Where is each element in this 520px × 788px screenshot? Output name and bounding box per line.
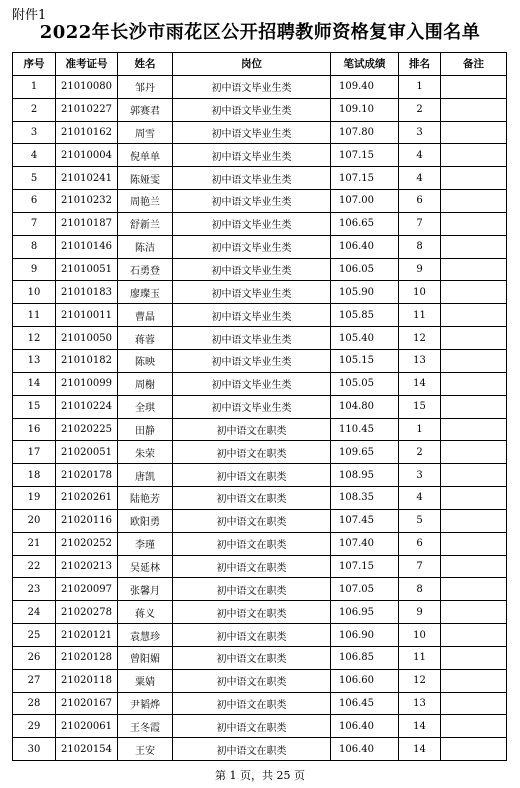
cell-score: 106.40 (331, 235, 399, 258)
cell-rank: 6 (399, 190, 441, 213)
cell-exam-id: 21010162 (56, 121, 118, 144)
table-row (13, 304, 507, 327)
cell-exam-id: 21010099 (56, 372, 118, 395)
cell-remarks (441, 601, 507, 624)
cell-index: 15 (13, 395, 56, 418)
column-header-remarks: 备注 (441, 53, 507, 76)
cell-name: 陈娅雯 (118, 167, 173, 190)
cell-rank: 11 (399, 304, 441, 327)
table-row (13, 349, 507, 372)
cell-name: 唐凯 (118, 464, 173, 487)
cell-remarks (441, 258, 507, 281)
table-body (13, 75, 507, 760)
cell-name: 袁慧珍 (118, 624, 173, 647)
cell-position: 初中语文毕业生类 (173, 190, 331, 213)
cell-index: 23 (13, 578, 56, 601)
candidate-table (12, 52, 507, 761)
table-row (13, 646, 507, 669)
cell-name: 廖璨玉 (118, 281, 173, 304)
table-row (13, 578, 507, 601)
cell-name: 曾阳媚 (118, 646, 173, 669)
cell-index: 24 (13, 601, 56, 624)
table-row (13, 167, 507, 190)
table-row (13, 418, 507, 441)
table-row (13, 532, 507, 555)
cell-name: 周艳兰 (118, 190, 173, 213)
cell-remarks (441, 509, 507, 532)
cell-exam-id: 21010187 (56, 212, 118, 235)
cell-rank: 6 (399, 532, 441, 555)
cell-index: 18 (13, 464, 56, 487)
cell-name: 尹韬烨 (118, 692, 173, 715)
cell-index: 21 (13, 532, 56, 555)
page-footer: 第 1 页，共 25 页 (215, 769, 305, 782)
cell-remarks (441, 555, 507, 578)
cell-rank: 4 (399, 167, 441, 190)
cell-position: 初中语文在职类 (173, 418, 331, 441)
cell-index: 1 (13, 75, 56, 98)
cell-score: 106.65 (331, 212, 399, 235)
cell-index: 25 (13, 624, 56, 647)
cell-remarks (441, 121, 507, 144)
table-row (13, 509, 507, 532)
cell-name: 陆艳芳 (118, 487, 173, 510)
cell-exam-id: 21020118 (56, 669, 118, 692)
cell-exam-id: 21010050 (56, 327, 118, 350)
cell-exam-id: 21020252 (56, 532, 118, 555)
table-row (13, 441, 507, 464)
cell-index: 14 (13, 372, 56, 395)
cell-score: 107.45 (331, 509, 399, 532)
cell-exam-id: 21020128 (56, 646, 118, 669)
cell-position: 初中语文在职类 (173, 509, 331, 532)
cell-remarks (441, 395, 507, 418)
cell-name: 周榭 (118, 372, 173, 395)
column-header-rank: 排名 (399, 53, 441, 76)
cell-remarks (441, 167, 507, 190)
cell-position: 初中语文在职类 (173, 464, 331, 487)
cell-name: 蒋蓉 (118, 327, 173, 350)
cell-score: 105.05 (331, 372, 399, 395)
cell-score: 106.85 (331, 646, 399, 669)
cell-exam-id: 21020051 (56, 441, 118, 464)
table-row (13, 669, 507, 692)
cell-name: 田静 (118, 418, 173, 441)
cell-exam-id: 21010182 (56, 349, 118, 372)
cell-exam-id: 21020061 (56, 715, 118, 738)
cell-rank: 3 (399, 121, 441, 144)
cell-rank: 5 (399, 509, 441, 532)
cell-position: 初中语文在职类 (173, 555, 331, 578)
cell-name: 李瑾 (118, 532, 173, 555)
cell-index: 19 (13, 487, 56, 510)
cell-position: 初中语文在职类 (173, 532, 331, 555)
cell-rank: 10 (399, 281, 441, 304)
table-row (13, 75, 507, 98)
cell-score: 104.80 (331, 395, 399, 418)
cell-rank: 12 (399, 669, 441, 692)
cell-score: 107.40 (331, 532, 399, 555)
cell-index: 8 (13, 235, 56, 258)
cell-index: 2 (13, 98, 56, 121)
cell-index: 3 (13, 121, 56, 144)
cell-remarks (441, 441, 507, 464)
table-row (13, 212, 507, 235)
cell-index: 11 (13, 304, 56, 327)
cell-exam-id: 21010011 (56, 304, 118, 327)
cell-exam-id: 21020167 (56, 692, 118, 715)
column-header-score: 笔试成绩 (331, 53, 399, 76)
cell-exam-id: 21010004 (56, 144, 118, 167)
cell-name: 郭赛君 (118, 98, 173, 121)
cell-score: 107.15 (331, 144, 399, 167)
cell-score: 108.95 (331, 464, 399, 487)
cell-rank: 4 (399, 144, 441, 167)
cell-name: 蒋义 (118, 601, 173, 624)
cell-position: 初中语文在职类 (173, 669, 331, 692)
table-row (13, 395, 507, 418)
cell-name: 陈映 (118, 349, 173, 372)
cell-position: 初中语文毕业生类 (173, 258, 331, 281)
attachment-label: 附件1 (12, 8, 47, 23)
cell-exam-id: 21020178 (56, 464, 118, 487)
cell-position: 初中语文毕业生类 (173, 144, 331, 167)
cell-remarks (441, 715, 507, 738)
cell-rank: 14 (399, 715, 441, 738)
cell-position: 初中语文在职类 (173, 624, 331, 647)
cell-remarks (441, 372, 507, 395)
cell-rank: 9 (399, 258, 441, 281)
cell-exam-id: 21020213 (56, 555, 118, 578)
cell-remarks (441, 304, 507, 327)
cell-rank: 12 (399, 327, 441, 350)
column-header-index: 序号 (13, 53, 56, 76)
cell-index: 13 (13, 349, 56, 372)
cell-score: 106.60 (331, 669, 399, 692)
cell-remarks (441, 624, 507, 647)
cell-score: 109.40 (331, 75, 399, 98)
cell-score: 107.80 (331, 121, 399, 144)
table-row (13, 555, 507, 578)
cell-rank: 1 (399, 418, 441, 441)
column-header-position: 岗位 (173, 53, 331, 76)
cell-index: 29 (13, 715, 56, 738)
table-row (13, 121, 507, 144)
table-row (13, 190, 507, 213)
table-row (13, 715, 507, 738)
cell-position: 初中语文在职类 (173, 738, 331, 761)
cell-remarks (441, 738, 507, 761)
cell-name: 吴延林 (118, 555, 173, 578)
table-header-row (13, 53, 507, 76)
cell-remarks (441, 464, 507, 487)
cell-rank: 13 (399, 349, 441, 372)
cell-position: 初中语文在职类 (173, 441, 331, 464)
cell-exam-id: 21020116 (56, 509, 118, 532)
cell-exam-id: 21020097 (56, 578, 118, 601)
cell-name: 舒新兰 (118, 212, 173, 235)
table-row (13, 601, 507, 624)
column-header-name: 姓名 (118, 53, 173, 76)
cell-position: 初中语文毕业生类 (173, 327, 331, 350)
cell-score: 107.15 (331, 167, 399, 190)
cell-index: 12 (13, 327, 56, 350)
cell-exam-id: 21020121 (56, 624, 118, 647)
cell-index: 9 (13, 258, 56, 281)
table-row (13, 258, 507, 281)
table-row (13, 281, 507, 304)
cell-position: 初中语文在职类 (173, 715, 331, 738)
cell-remarks (441, 349, 507, 372)
cell-rank: 10 (399, 624, 441, 647)
table-row (13, 327, 507, 350)
cell-rank: 4 (399, 487, 441, 510)
cell-name: 全琪 (118, 395, 173, 418)
cell-position: 初中语文毕业生类 (173, 395, 331, 418)
table-row (13, 692, 507, 715)
cell-score: 106.05 (331, 258, 399, 281)
cell-remarks (441, 144, 507, 167)
cell-remarks (441, 692, 507, 715)
cell-position: 初中语文在职类 (173, 578, 331, 601)
cell-remarks (441, 532, 507, 555)
cell-remarks (441, 646, 507, 669)
cell-position: 初中语文在职类 (173, 601, 331, 624)
cell-exam-id: 21020278 (56, 601, 118, 624)
cell-score: 107.00 (331, 190, 399, 213)
cell-exam-id: 21010232 (56, 190, 118, 213)
cell-rank: 3 (399, 464, 441, 487)
cell-rank: 7 (399, 555, 441, 578)
cell-position: 初中语文毕业生类 (173, 349, 331, 372)
cell-name: 粟婧 (118, 669, 173, 692)
cell-remarks (441, 418, 507, 441)
cell-position: 初中语文毕业生类 (173, 372, 331, 395)
cell-rank: 13 (399, 692, 441, 715)
cell-exam-id: 21020261 (56, 487, 118, 510)
cell-name: 朱荣 (118, 441, 173, 464)
cell-score: 106.45 (331, 692, 399, 715)
cell-exam-id: 21010080 (56, 75, 118, 98)
cell-remarks (441, 212, 507, 235)
cell-exam-id: 21020154 (56, 738, 118, 761)
cell-exam-id: 21020225 (56, 418, 118, 441)
cell-name: 周雪 (118, 121, 173, 144)
cell-index: 27 (13, 669, 56, 692)
cell-name: 曹晶 (118, 304, 173, 327)
cell-name: 王安 (118, 738, 173, 761)
cell-exam-id: 21010224 (56, 395, 118, 418)
table-row (13, 235, 507, 258)
cell-name: 邹丹 (118, 75, 173, 98)
cell-rank: 2 (399, 98, 441, 121)
cell-score: 105.40 (331, 327, 399, 350)
cell-exam-id: 21010146 (56, 235, 118, 258)
cell-score: 109.10 (331, 98, 399, 121)
cell-remarks (441, 487, 507, 510)
cell-remarks (441, 235, 507, 258)
cell-score: 107.05 (331, 578, 399, 601)
cell-remarks (441, 578, 507, 601)
cell-score: 109.65 (331, 441, 399, 464)
cell-position: 初中语文在职类 (173, 692, 331, 715)
cell-position: 初中语文毕业生类 (173, 281, 331, 304)
cell-rank: 14 (399, 372, 441, 395)
cell-rank: 9 (399, 601, 441, 624)
cell-rank: 15 (399, 395, 441, 418)
cell-score: 105.15 (331, 349, 399, 372)
cell-remarks (441, 669, 507, 692)
table-row (13, 487, 507, 510)
cell-position: 初中语文毕业生类 (173, 121, 331, 144)
cell-remarks (441, 98, 507, 121)
cell-score: 107.15 (331, 555, 399, 578)
cell-position: 初中语文毕业生类 (173, 98, 331, 121)
cell-name: 倪单单 (118, 144, 173, 167)
cell-exam-id: 21010183 (56, 281, 118, 304)
cell-position: 初中语文在职类 (173, 487, 331, 510)
table-row (13, 144, 507, 167)
table-row (13, 464, 507, 487)
cell-remarks (441, 190, 507, 213)
cell-rank: 11 (399, 646, 441, 669)
cell-name: 欧阳勇 (118, 509, 173, 532)
cell-rank: 14 (399, 738, 441, 761)
cell-name: 陈洁 (118, 235, 173, 258)
cell-score: 106.95 (331, 601, 399, 624)
cell-position: 初中语文毕业生类 (173, 167, 331, 190)
cell-remarks (441, 327, 507, 350)
cell-index: 28 (13, 692, 56, 715)
cell-remarks (441, 281, 507, 304)
cell-exam-id: 21010241 (56, 167, 118, 190)
cell-index: 20 (13, 509, 56, 532)
cell-index: 16 (13, 418, 56, 441)
cell-index: 30 (13, 738, 56, 761)
cell-exam-id: 21010051 (56, 258, 118, 281)
cell-score: 106.90 (331, 624, 399, 647)
cell-position: 初中语文毕业生类 (173, 212, 331, 235)
cell-remarks (441, 75, 507, 98)
cell-score: 106.40 (331, 715, 399, 738)
column-header-exam-id: 准考证号 (56, 53, 118, 76)
cell-rank: 8 (399, 235, 441, 258)
cell-index: 4 (13, 144, 56, 167)
cell-score: 110.45 (331, 418, 399, 441)
cell-index: 5 (13, 167, 56, 190)
page-title: 2022年长沙市雨花区公开招聘教师资格复审入围名单 (39, 22, 481, 43)
cell-rank: 2 (399, 441, 441, 464)
cell-score: 106.40 (331, 738, 399, 761)
cell-position: 初中语文毕业生类 (173, 75, 331, 98)
cell-index: 17 (13, 441, 56, 464)
cell-rank: 1 (399, 75, 441, 98)
cell-position: 初中语文毕业生类 (173, 235, 331, 258)
cell-index: 7 (13, 212, 56, 235)
table-row (13, 738, 507, 761)
cell-exam-id: 21010227 (56, 98, 118, 121)
cell-rank: 7 (399, 212, 441, 235)
cell-index: 26 (13, 646, 56, 669)
cell-position: 初中语文毕业生类 (173, 304, 331, 327)
cell-index: 10 (13, 281, 56, 304)
cell-rank: 8 (399, 578, 441, 601)
cell-score: 105.85 (331, 304, 399, 327)
table-row (13, 372, 507, 395)
table-row (13, 98, 507, 121)
table-row (13, 624, 507, 647)
cell-score: 105.90 (331, 281, 399, 304)
cell-index: 22 (13, 555, 56, 578)
cell-position: 初中语文在职类 (173, 646, 331, 669)
cell-name: 石勇登 (118, 258, 173, 281)
cell-name: 张馨月 (118, 578, 173, 601)
cell-index: 6 (13, 190, 56, 213)
cell-name: 王冬霞 (118, 715, 173, 738)
cell-score: 108.35 (331, 487, 399, 510)
